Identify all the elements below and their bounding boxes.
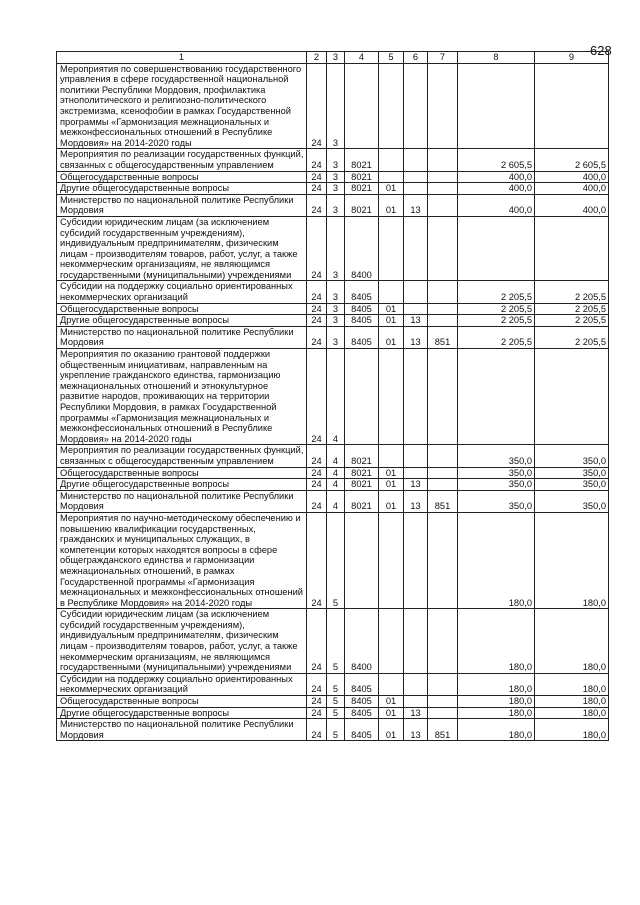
code-cell bbox=[404, 349, 428, 445]
code-cell: 01 bbox=[379, 479, 404, 491]
table-row bbox=[57, 349, 609, 445]
column-header: 7 bbox=[428, 52, 458, 64]
code-cell: 3 bbox=[327, 326, 345, 348]
code-cell: 5 bbox=[327, 696, 345, 708]
code-cell bbox=[379, 349, 404, 445]
code-cell: 4 bbox=[327, 479, 345, 491]
code-cell: 4 bbox=[327, 490, 345, 512]
code-cell: 13 bbox=[404, 490, 428, 512]
amount-cell bbox=[535, 216, 609, 281]
row-name: Общегосударственные вопросы bbox=[57, 171, 307, 183]
code-cell bbox=[428, 479, 458, 491]
code-cell bbox=[345, 512, 379, 608]
code-cell bbox=[379, 609, 404, 674]
code-cell: 24 bbox=[307, 512, 327, 608]
amount-cell bbox=[458, 216, 535, 281]
row-name: Субсидии на поддержку социально ориентированных некоммерческих организаций bbox=[57, 281, 307, 303]
code-cell: 24 bbox=[307, 149, 327, 171]
amount-cell bbox=[535, 349, 609, 445]
table-row bbox=[57, 467, 609, 479]
code-cell: 13 bbox=[404, 315, 428, 327]
code-cell bbox=[345, 349, 379, 445]
amount-cell: 400,0 bbox=[535, 194, 609, 216]
code-cell bbox=[428, 696, 458, 708]
code-cell: 24 bbox=[307, 171, 327, 183]
table-body bbox=[57, 63, 609, 741]
row-name: Другие общегосударственные вопросы bbox=[57, 479, 307, 491]
table-row bbox=[57, 281, 609, 303]
code-cell bbox=[379, 63, 404, 149]
code-cell bbox=[428, 216, 458, 281]
table-row bbox=[57, 303, 609, 315]
code-cell: 3 bbox=[327, 194, 345, 216]
code-cell: 24 bbox=[307, 194, 327, 216]
table-row bbox=[57, 149, 609, 171]
amount-cell: 180,0 bbox=[535, 609, 609, 674]
amount-cell: 180,0 bbox=[535, 673, 609, 695]
code-cell: 4 bbox=[327, 349, 345, 445]
amount-cell: 350,0 bbox=[535, 479, 609, 491]
code-cell: 01 bbox=[379, 303, 404, 315]
row-name: Мероприятия по совершенствованию государственного управления в сфере государственной национальной политики Республики Мордовия, профилактика этнополитического и религиозно-политического экстремизма, ксенофобии в рамках Государственной программы «Гармонизация межнациональных и межконфессиональных отношений в Республике Мордовия» на 2014-2020 годы bbox=[57, 63, 307, 149]
code-cell bbox=[428, 609, 458, 674]
amount-cell: 180,0 bbox=[458, 673, 535, 695]
code-cell bbox=[404, 696, 428, 708]
amount-cell: 2 205,5 bbox=[458, 315, 535, 327]
code-cell: 13 bbox=[404, 479, 428, 491]
table-header bbox=[57, 52, 609, 64]
code-cell bbox=[404, 183, 428, 195]
amount-cell: 180,0 bbox=[535, 707, 609, 719]
code-cell: 01 bbox=[379, 315, 404, 327]
code-cell: 24 bbox=[307, 467, 327, 479]
column-header: 8 bbox=[458, 52, 535, 64]
code-cell bbox=[428, 467, 458, 479]
amount-cell: 400,0 bbox=[535, 183, 609, 195]
code-cell: 8021 bbox=[345, 490, 379, 512]
amount-cell: 2 205,5 bbox=[458, 281, 535, 303]
code-cell: 3 bbox=[327, 183, 345, 195]
code-cell: 8021 bbox=[345, 171, 379, 183]
row-name: Субсидии юридическим лицам (за исключением субсидий государственным учреждениям), индивидуальным предпринимателям, физическим лицам - производителям товаров, работ, услуг, а также некоммерческим организациям, не являющимся государственными (муниципальными) учреждениями bbox=[57, 609, 307, 674]
code-cell: 5 bbox=[327, 512, 345, 608]
code-cell bbox=[404, 303, 428, 315]
code-cell: 01 bbox=[379, 326, 404, 348]
code-cell bbox=[428, 445, 458, 467]
code-cell bbox=[404, 445, 428, 467]
row-name: Министерство по национальной политике Республики Мордовия bbox=[57, 719, 307, 741]
code-cell bbox=[345, 63, 379, 149]
table-row bbox=[57, 63, 609, 149]
row-name: Общегосударственные вопросы bbox=[57, 696, 307, 708]
code-cell: 01 bbox=[379, 467, 404, 479]
code-cell: 01 bbox=[379, 719, 404, 741]
amount-cell: 350,0 bbox=[458, 467, 535, 479]
amount-cell: 180,0 bbox=[458, 707, 535, 719]
table-row bbox=[57, 216, 609, 281]
table-row bbox=[57, 171, 609, 183]
budget-table bbox=[56, 51, 609, 741]
code-cell: 8021 bbox=[345, 149, 379, 171]
amount-cell: 180,0 bbox=[458, 512, 535, 608]
amount-cell: 2 605,5 bbox=[458, 149, 535, 171]
code-cell: 24 bbox=[307, 281, 327, 303]
code-cell: 8021 bbox=[345, 445, 379, 467]
column-header: 4 bbox=[345, 52, 379, 64]
code-cell: 5 bbox=[327, 609, 345, 674]
code-cell bbox=[379, 149, 404, 171]
code-cell: 13 bbox=[404, 707, 428, 719]
code-cell: 13 bbox=[404, 194, 428, 216]
code-cell: 24 bbox=[307, 303, 327, 315]
header-row bbox=[57, 52, 609, 64]
row-name: Общегосударственные вопросы bbox=[57, 303, 307, 315]
table-row bbox=[57, 194, 609, 216]
code-cell: 3 bbox=[327, 216, 345, 281]
amount-cell: 2 205,5 bbox=[535, 303, 609, 315]
code-cell: 01 bbox=[379, 490, 404, 512]
column-header: 2 bbox=[307, 52, 327, 64]
row-name: Другие общегосударственные вопросы bbox=[57, 707, 307, 719]
row-name: Мероприятия по научно-методическому обеспечению и повышению квалификации государственных, гражданских и муниципальных служащих, в компетенции которых находятся вопросы в сфере общегражданского единства и гармонизации межнациональных отношений, в рамках Государственной программы «Гармонизация межнациональных и межконфессиональных отношений в Республике Мордовия» на 2014-2020 годы bbox=[57, 512, 307, 608]
code-cell: 3 bbox=[327, 171, 345, 183]
row-name: Министерство по национальной политике Республики Мордовия bbox=[57, 490, 307, 512]
code-cell: 24 bbox=[307, 349, 327, 445]
page-number: 628 bbox=[590, 43, 612, 58]
table-row bbox=[57, 512, 609, 608]
amount-cell: 400,0 bbox=[458, 171, 535, 183]
amount-cell bbox=[458, 63, 535, 149]
column-header: 5 bbox=[379, 52, 404, 64]
code-cell: 3 bbox=[327, 315, 345, 327]
code-cell: 24 bbox=[307, 326, 327, 348]
code-cell: 8405 bbox=[345, 315, 379, 327]
row-name: Субсидии на поддержку социально ориентированных некоммерческих организаций bbox=[57, 673, 307, 695]
code-cell: 8021 bbox=[345, 467, 379, 479]
code-cell bbox=[404, 149, 428, 171]
code-cell: 24 bbox=[307, 707, 327, 719]
code-cell bbox=[404, 281, 428, 303]
code-cell bbox=[428, 171, 458, 183]
code-cell: 24 bbox=[307, 696, 327, 708]
code-cell bbox=[404, 512, 428, 608]
table-row bbox=[57, 479, 609, 491]
code-cell: 3 bbox=[327, 149, 345, 171]
code-cell bbox=[428, 303, 458, 315]
code-cell: 01 bbox=[379, 194, 404, 216]
code-cell: 24 bbox=[307, 216, 327, 281]
amount-cell: 350,0 bbox=[535, 445, 609, 467]
amount-cell: 180,0 bbox=[535, 696, 609, 708]
code-cell bbox=[428, 349, 458, 445]
code-cell bbox=[428, 194, 458, 216]
code-cell bbox=[428, 512, 458, 608]
row-name: Субсидии юридическим лицам (за исключением субсидий государственным учреждениям), индивидуальным предпринимателям, физическим лицам - производителям товаров, работ, услуг, а также некоммерческим организациям, не являющимся государственными (муниципальными) учреждениями bbox=[57, 216, 307, 281]
column-header: 3 bbox=[327, 52, 345, 64]
code-cell: 24 bbox=[307, 719, 327, 741]
code-cell: 8400 bbox=[345, 609, 379, 674]
code-cell: 8021 bbox=[345, 183, 379, 195]
amount-cell: 350,0 bbox=[535, 467, 609, 479]
code-cell: 24 bbox=[307, 490, 327, 512]
code-cell: 8405 bbox=[345, 719, 379, 741]
amount-cell: 2 205,5 bbox=[535, 315, 609, 327]
amount-cell: 350,0 bbox=[458, 445, 535, 467]
code-cell: 5 bbox=[327, 673, 345, 695]
amount-cell: 400,0 bbox=[535, 171, 609, 183]
code-cell bbox=[428, 315, 458, 327]
code-cell: 8405 bbox=[345, 281, 379, 303]
table-row bbox=[57, 673, 609, 695]
amount-cell: 180,0 bbox=[458, 696, 535, 708]
code-cell: 01 bbox=[379, 696, 404, 708]
amount-cell: 180,0 bbox=[458, 719, 535, 741]
code-cell: 851 bbox=[428, 719, 458, 741]
code-cell: 8405 bbox=[345, 673, 379, 695]
code-cell: 24 bbox=[307, 673, 327, 695]
row-name: Мероприятия по реализации государственных функций, связанных с общегосударственным управлением bbox=[57, 445, 307, 467]
code-cell bbox=[379, 512, 404, 608]
amount-cell bbox=[535, 63, 609, 149]
code-cell: 3 bbox=[327, 63, 345, 149]
code-cell: 8405 bbox=[345, 707, 379, 719]
code-cell: 24 bbox=[307, 479, 327, 491]
amount-cell: 2 205,5 bbox=[458, 326, 535, 348]
amount-cell: 350,0 bbox=[535, 490, 609, 512]
code-cell: 851 bbox=[428, 326, 458, 348]
amount-cell: 180,0 bbox=[458, 609, 535, 674]
code-cell: 24 bbox=[307, 315, 327, 327]
row-name: Другие общегосударственные вопросы bbox=[57, 315, 307, 327]
code-cell: 24 bbox=[307, 183, 327, 195]
code-cell: 5 bbox=[327, 719, 345, 741]
code-cell: 8405 bbox=[345, 696, 379, 708]
code-cell bbox=[428, 673, 458, 695]
code-cell: 13 bbox=[404, 719, 428, 741]
row-name: Министерство по национальной политике Республики Мордовия bbox=[57, 326, 307, 348]
row-name: Другие общегосударственные вопросы bbox=[57, 183, 307, 195]
amount-cell bbox=[458, 349, 535, 445]
amount-cell: 400,0 bbox=[458, 194, 535, 216]
code-cell: 851 bbox=[428, 490, 458, 512]
code-cell: 01 bbox=[379, 707, 404, 719]
code-cell bbox=[428, 149, 458, 171]
code-cell: 4 bbox=[327, 467, 345, 479]
code-cell bbox=[404, 609, 428, 674]
table-row bbox=[57, 445, 609, 467]
table-row bbox=[57, 719, 609, 741]
amount-cell: 2 205,5 bbox=[535, 326, 609, 348]
code-cell: 3 bbox=[327, 281, 345, 303]
code-cell: 8405 bbox=[345, 303, 379, 315]
code-cell bbox=[404, 673, 428, 695]
code-cell bbox=[379, 445, 404, 467]
amount-cell: 180,0 bbox=[535, 512, 609, 608]
code-cell: 8021 bbox=[345, 479, 379, 491]
row-name: Мероприятия по оказанию грантовой поддержки общественным инициативам, направленным на укрепление гражданского единства, гармонизацию межнациональных отношений и этнокультурное развитие народов, проживающих на территории Республики Мордовия, в рамках Государственной программы «Гармонизация межнациональных и межконфессиональных отношений в Республике Мордовия» на 2014-2020 годы bbox=[57, 349, 307, 445]
row-name: Мероприятия по реализации государственных функций, связанных с общегосударственным управлением bbox=[57, 149, 307, 171]
code-cell: 24 bbox=[307, 63, 327, 149]
code-cell: 5 bbox=[327, 707, 345, 719]
code-cell bbox=[379, 281, 404, 303]
code-cell bbox=[428, 281, 458, 303]
column-header: 1 bbox=[57, 52, 307, 64]
row-name: Общегосударственные вопросы bbox=[57, 467, 307, 479]
table-row bbox=[57, 609, 609, 674]
table-row bbox=[57, 315, 609, 327]
code-cell: 8021 bbox=[345, 194, 379, 216]
code-cell: 24 bbox=[307, 445, 327, 467]
code-cell: 13 bbox=[404, 326, 428, 348]
amount-cell: 2 205,5 bbox=[535, 281, 609, 303]
code-cell: 01 bbox=[379, 183, 404, 195]
table-row bbox=[57, 490, 609, 512]
code-cell bbox=[379, 216, 404, 281]
table-row bbox=[57, 326, 609, 348]
amount-cell: 350,0 bbox=[458, 490, 535, 512]
row-name: Министерство по национальной политике Республики Мордовия bbox=[57, 194, 307, 216]
code-cell bbox=[379, 673, 404, 695]
code-cell bbox=[404, 63, 428, 149]
code-cell bbox=[379, 171, 404, 183]
table-row bbox=[57, 707, 609, 719]
code-cell bbox=[428, 63, 458, 149]
amount-cell: 2 205,5 bbox=[458, 303, 535, 315]
column-header: 9 bbox=[535, 52, 609, 64]
amount-cell: 400,0 bbox=[458, 183, 535, 195]
code-cell bbox=[428, 183, 458, 195]
code-cell: 24 bbox=[307, 609, 327, 674]
amount-cell: 2 605,5 bbox=[535, 149, 609, 171]
table-row bbox=[57, 696, 609, 708]
column-header: 6 bbox=[404, 52, 428, 64]
code-cell: 8405 bbox=[345, 326, 379, 348]
code-cell bbox=[404, 216, 428, 281]
code-cell bbox=[404, 171, 428, 183]
code-cell: 3 bbox=[327, 303, 345, 315]
amount-cell: 350,0 bbox=[458, 479, 535, 491]
code-cell: 8400 bbox=[345, 216, 379, 281]
amount-cell: 180,0 bbox=[535, 719, 609, 741]
code-cell bbox=[404, 467, 428, 479]
table-row bbox=[57, 183, 609, 195]
code-cell bbox=[428, 707, 458, 719]
code-cell: 4 bbox=[327, 445, 345, 467]
